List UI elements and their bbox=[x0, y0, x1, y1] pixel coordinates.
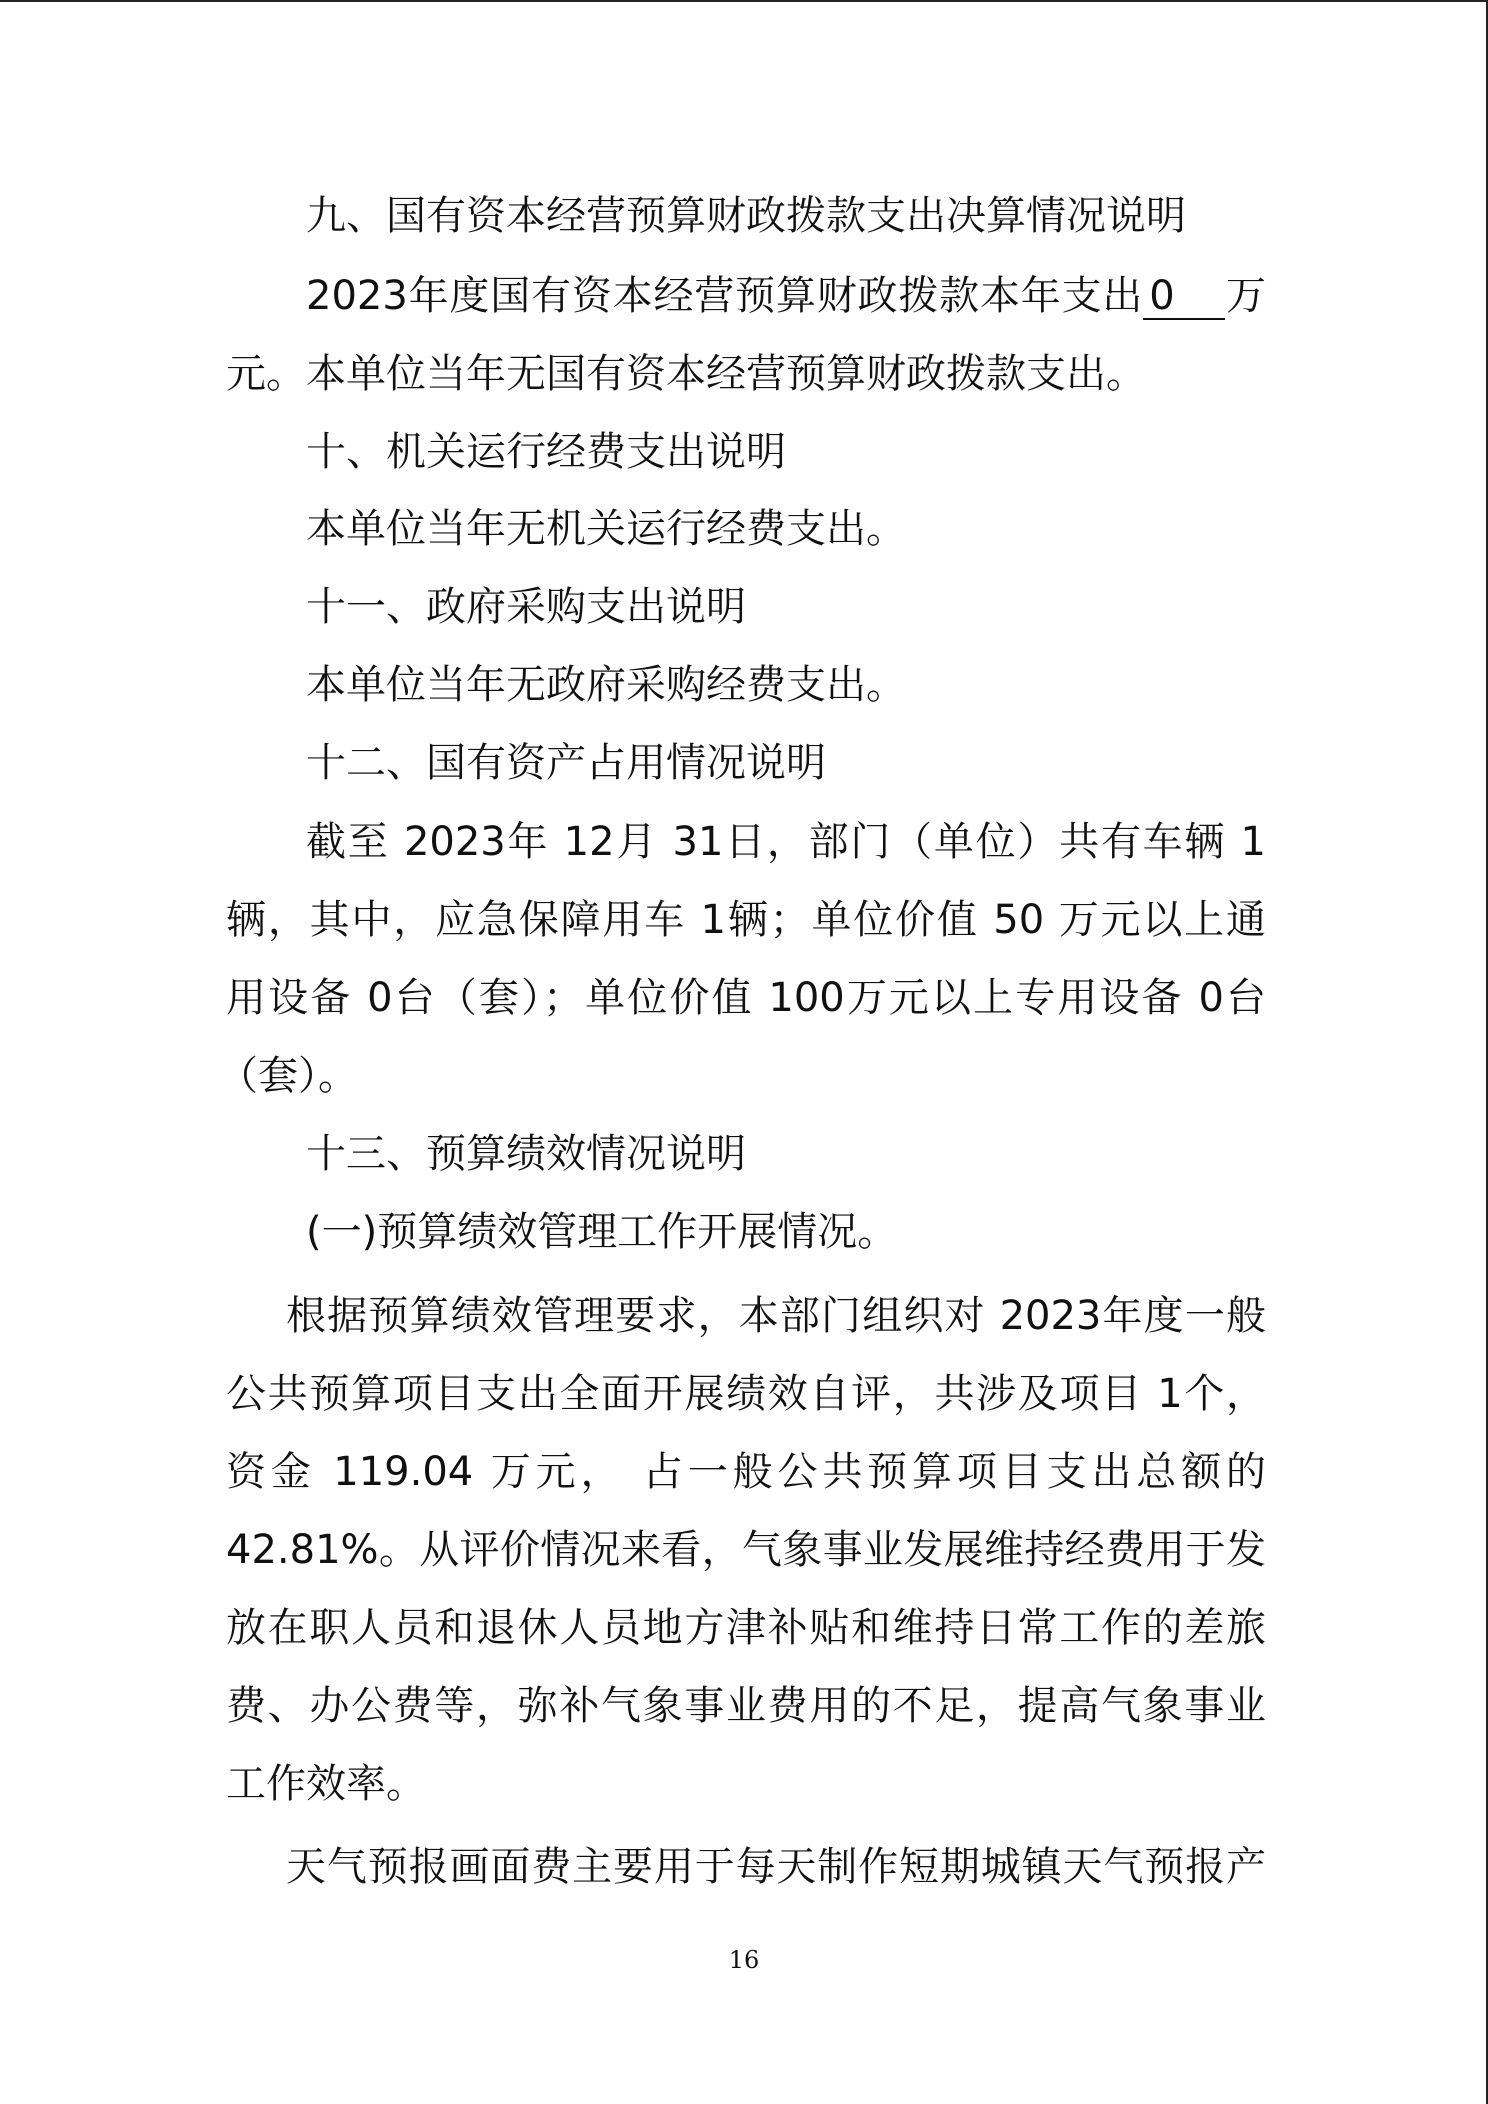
section-13-para1-line-2: 公共预算项目支出全面开展绩效自评，共涉及项目 1个， bbox=[226, 1371, 1266, 1417]
section-11-paragraph: 本单位当年无政府采购经费支出。 bbox=[306, 662, 906, 708]
section-13-para1-line-6: 费、办公费等，弥补气象事业费用的不足，提高气象事业 bbox=[226, 1683, 1266, 1729]
section-9-paragraph-line-2: 元。本单位当年无国有资本经营预算财政拨款支出。 bbox=[226, 351, 1146, 397]
section-10-paragraph: 本单位当年无机关运行经费支出。 bbox=[306, 506, 906, 552]
section-13-para1-line-4: 42.81%。从评价情况来看，气象事业发展维持经费用于发 bbox=[226, 1527, 1266, 1573]
section-12-line-1: 截至 2023年 12月 31日，部门（单位）共有车辆 1 bbox=[306, 819, 1266, 865]
section-10-heading: 十、机关运行经费支出说明 bbox=[306, 429, 786, 475]
section-11-heading: 十一、政府采购支出说明 bbox=[306, 584, 746, 630]
page-number: 16 bbox=[728, 1946, 760, 1974]
section-13-para1-line-1: 根据预算绩效管理要求，本部门组织对 2023年度一般 bbox=[286, 1293, 1266, 1339]
section-13-heading: 十三、预算绩效情况说明 bbox=[306, 1131, 746, 1177]
section-9-paragraph-prefix: 2023年度国有资本经营预算财政拨款本年支出 bbox=[306, 273, 1144, 319]
section-13-subheading: (一)预算绩效管理工作开展情况。 bbox=[306, 1209, 898, 1255]
section-13-para2-line-1: 天气预报画面费主要用于每天制作短期城镇天气预报产 bbox=[286, 1844, 1266, 1890]
section-13-para1-line-5: 放在职人员和退休人员地方津补贴和维持日常工作的差旅 bbox=[226, 1605, 1266, 1651]
section-13-para1-line-3: 资金 119.04 万元， 占一般公共预算项目支出总额的 bbox=[226, 1449, 1266, 1495]
section-9-paragraph-line-1 bbox=[306, 270, 1266, 322]
section-12-line-2: 辆，其中，应急保障用车 1辆；单位价值 50 万元以上通 bbox=[226, 897, 1266, 943]
section-12-line-4: （套）。 bbox=[218, 1053, 358, 1099]
section-9-amount-unit: 万 bbox=[1225, 273, 1267, 319]
section-12-heading: 十二、国有资产占用情况说明 bbox=[306, 740, 826, 786]
section-12-line-3: 用设备 0台（套）；单位价值 100万元以上专用设备 0台 bbox=[226, 975, 1266, 1021]
section-13-para1-line-7: 工作效率。 bbox=[226, 1761, 426, 1807]
section-9-heading: 九、国有资本经营预算财政拨款支出决算情况说明 bbox=[306, 193, 1186, 239]
section-9-amount-field: 0 bbox=[1143, 274, 1225, 320]
